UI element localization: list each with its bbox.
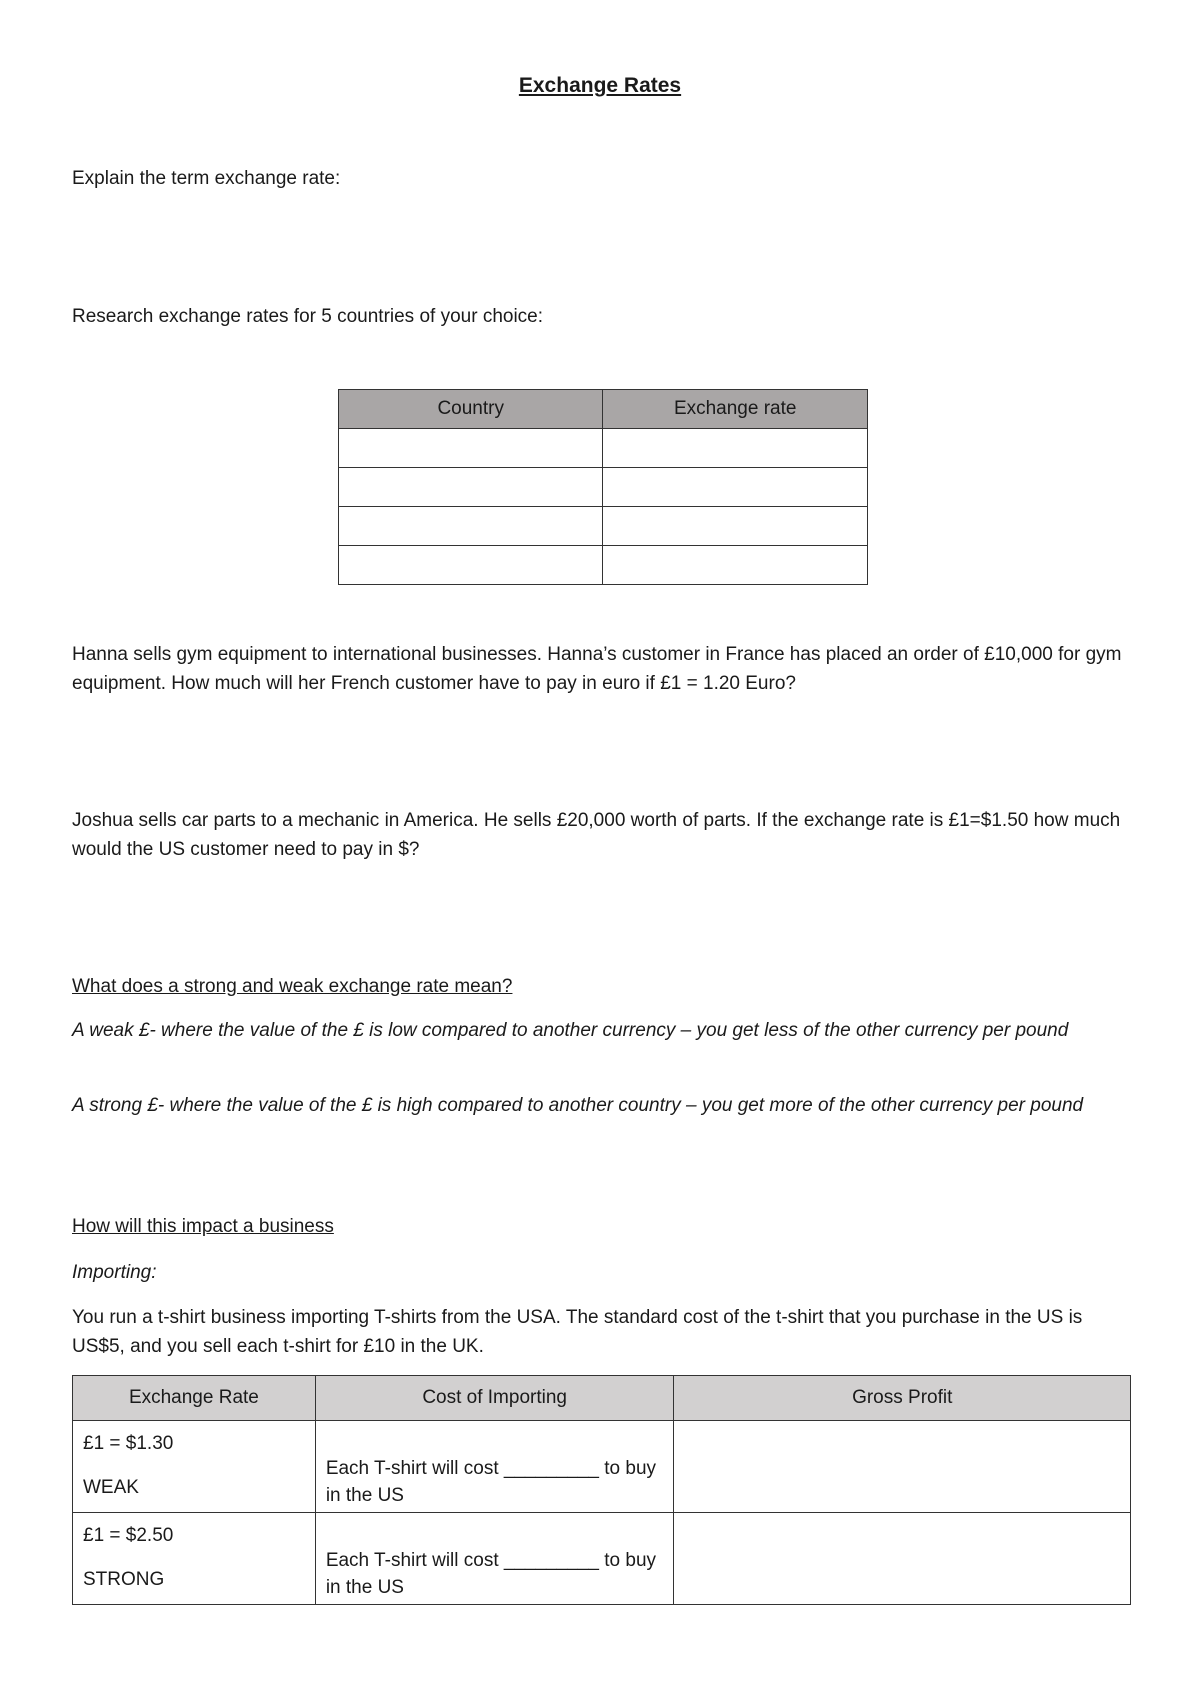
gross-profit-cell[interactable] <box>674 1513 1131 1605</box>
page-title: Exchange Rates <box>518 74 682 97</box>
rates-table <box>338 389 868 585</box>
column-header-gross-profit: Gross Profit <box>674 1376 1131 1421</box>
column-header-exchange-rate: Exchange rate <box>603 390 868 429</box>
exchange-rate-cell[interactable] <box>603 468 868 507</box>
table-row <box>339 546 868 585</box>
exchange-rate-cell[interactable] <box>603 507 868 546</box>
exchange-rate-cell[interactable] <box>603 546 868 585</box>
country-cell[interactable] <box>339 546 603 585</box>
exchange-rate-cell <box>73 1421 316 1513</box>
table-row <box>73 1513 1131 1605</box>
rate-strength-label: STRONG <box>83 1569 165 1590</box>
rates-table-header-row <box>339 390 868 429</box>
column-header-exchange-rate: Exchange Rate <box>73 1376 316 1421</box>
question-research-rates: Research exchange rates for 5 countries of your choice: <box>72 306 544 327</box>
importing-label: Importing: <box>72 1262 157 1283</box>
table-row <box>339 507 868 546</box>
column-header-country: Country <box>339 390 603 429</box>
country-cell[interactable] <box>339 507 603 546</box>
strong-pound-definition: A strong £- where the value of the £ is high compared to another country – you get more of the other currency per pound <box>72 1095 1084 1116</box>
weak-pound-definition: A weak £- where the value of the £ is low compared to another currency – you get less of the other currency per pound <box>72 1020 1069 1041</box>
table-row <box>339 468 868 507</box>
business-impact-heading: How will this impact a business <box>72 1216 334 1237</box>
question-define-exchange-rate: Explain the term exchange rate: <box>72 168 341 189</box>
rate-strength-label: WEAK <box>83 1477 139 1498</box>
exchange-rate-cell <box>73 1513 316 1605</box>
importing-table-header-row <box>73 1376 1131 1421</box>
cost-prompt: Each T-shirt will cost _________ to buy in the US <box>325 1550 657 1598</box>
rate-value: £1 = $2.50 <box>83 1525 174 1546</box>
importing-scenario: You run a t-shirt business importing T-shirts from the USA. The standard cost of the t-shirt that you purchase in the US is US$5, and you sell each t-shirt for £10 in the UK. <box>72 1307 1083 1357</box>
column-header-cost-of-importing: Cost of Importing <box>315 1376 674 1421</box>
strong-weak-heading: What does a strong and weak exchange rate mean? <box>72 976 513 997</box>
gross-profit-cell[interactable] <box>674 1421 1131 1513</box>
rate-value: £1 = $1.30 <box>83 1433 174 1454</box>
question-hanna-gym-equipment: Hanna sells gym equipment to international businesses. Hanna’s customer in France has placed an order of £10,000 for gym equipment. How much will her French customer have to pay in euro if £1 = 1.20 Euro? <box>72 644 1122 694</box>
cost-of-importing-cell[interactable] <box>315 1513 674 1605</box>
country-cell[interactable] <box>339 429 603 468</box>
table-row <box>339 429 868 468</box>
cost-prompt: Each T-shirt will cost _________ to buy in the US <box>325 1458 657 1506</box>
question-joshua-car-parts: Joshua sells car parts to a mechanic in America. He sells £20,000 worth of parts. If the exchange rate is £1=$1.50 how much would the US customer need to pay in $? <box>72 810 1121 860</box>
table-row <box>73 1421 1131 1513</box>
cost-of-importing-cell[interactable] <box>315 1421 674 1513</box>
country-cell[interactable] <box>339 468 603 507</box>
importing-table <box>72 1375 1131 1605</box>
exchange-rate-cell[interactable] <box>603 429 868 468</box>
